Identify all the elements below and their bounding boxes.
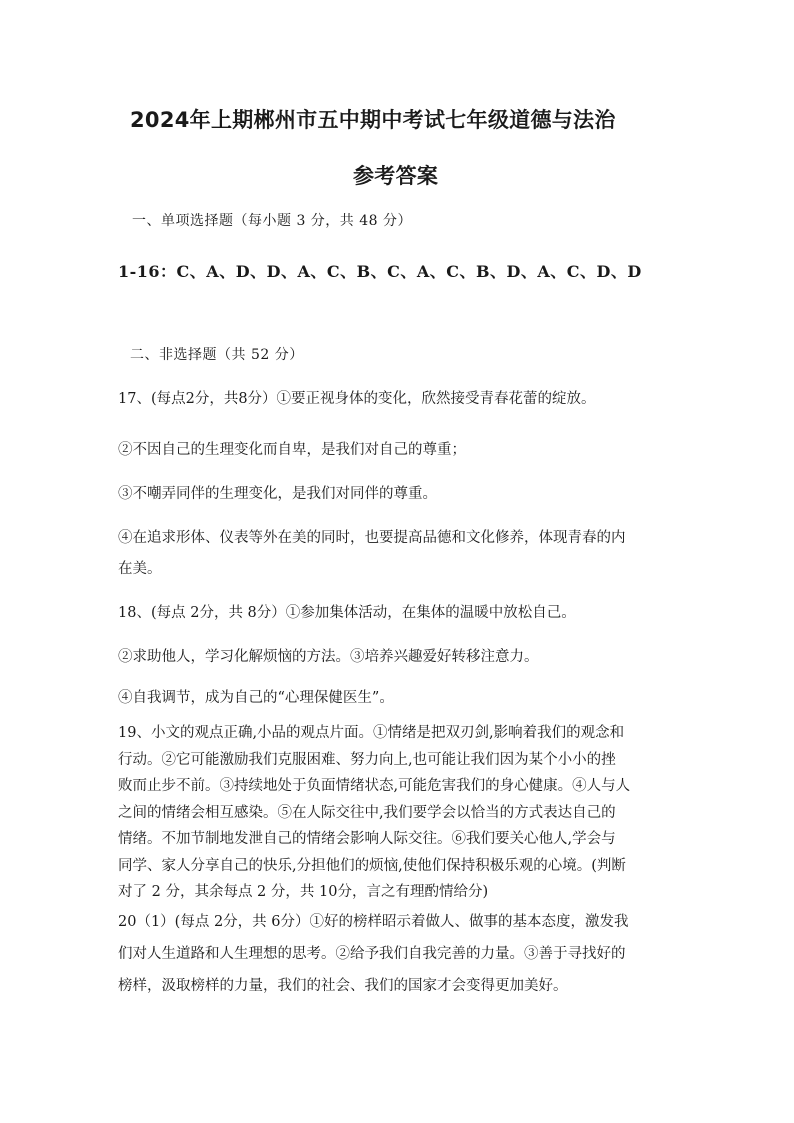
- q19-line-3: 败而止步不前。③持续地处于负面情绪状态,可能危害我们的身心健康。④人与人: [118, 778, 631, 794]
- q18-line-2: ②求助他人，学习化解烦恼的方法。③培养兴趣爱好转移注意力。: [118, 649, 539, 665]
- q20-line-1: 20（1）(每点 2分，共 6分）①好的榜样昭示着做人、做事的基本态度，激发我: [118, 914, 629, 930]
- document-title: 2024年上期郴州市五中期中考试七年级道德与法治: [130, 108, 616, 132]
- q19-line-2: 行动。②它可能激励我们克服困难、努力向上,也可能让我们因为某个小小的挫: [118, 751, 616, 768]
- document-subtitle: 参考答案: [353, 164, 439, 188]
- q20-line-2: 们对人生道路和人生理想的思考。②给予我们自我完善的力量。③善于寻找好的: [118, 946, 626, 962]
- q17-line-5: 在美。: [118, 561, 162, 577]
- multiple-choice-answers: 1-16：C、A、D、D、A、C、B、C、A、C、B、D、A、C、D、D: [118, 262, 642, 281]
- q19-line-5: 情绪。不加节制地发泄自己的情绪会影响人际交往。⑥我们要关心他人,学会与: [118, 831, 616, 847]
- q18-line-1: 18、(每点 2分，共 8分）①参加集体活动，在集体的温暖中放松自己。: [118, 605, 576, 621]
- q19-line-4: 之间的情绪会相互感染。⑤在人际交往中,我们要学会以恰当的方式表达自己的: [118, 804, 616, 821]
- section-heading-multiple-choice: 一、单项选择题（每小题 3 分，共 48 分）: [132, 213, 413, 229]
- q19-line-6: 同学、家人分享自己的快乐,分担他们的烦恼,使他们保持积极乐观的心境。(判断: [118, 857, 626, 874]
- q20-line-3: 榜样，汲取榜样的力量，我们的社会、我们的国家才会变得更加美好。: [118, 978, 568, 994]
- q20-answer-block: [118, 906, 684, 1002]
- q17-line-4: ④在追求形体、仪表等外在美的同时，也要提高品德和文化修养，体现青春的内: [118, 530, 626, 546]
- q17-line-3: ③不嘲弄同伴的生理变化，是我们对同伴的尊重。: [118, 486, 437, 502]
- section-heading-non-choice: 二、非选择题（共 52 分）: [130, 347, 304, 363]
- q19-line-7: 对了 2 分，其余每点 2 分，共 10分，言之有理酌情给分): [118, 884, 489, 900]
- q19-answer-block: [118, 720, 684, 906]
- q17-line-2: ②不因自己的生理变化而自卑，是我们对自己的尊重；: [118, 442, 466, 458]
- q19-line-1: 19、小文的观点正确,小品的观点片面。①情绪是把双刃剑,影响着我们的观念和: [118, 725, 625, 741]
- q18-line-3: ④自我调节，成为自己的“心理保健医生”。: [118, 690, 394, 706]
- q17-line-1: 17、(每点2分，共8分）①要正视身体的变化，欣然接受青春花蕾的绽放。: [118, 391, 596, 407]
